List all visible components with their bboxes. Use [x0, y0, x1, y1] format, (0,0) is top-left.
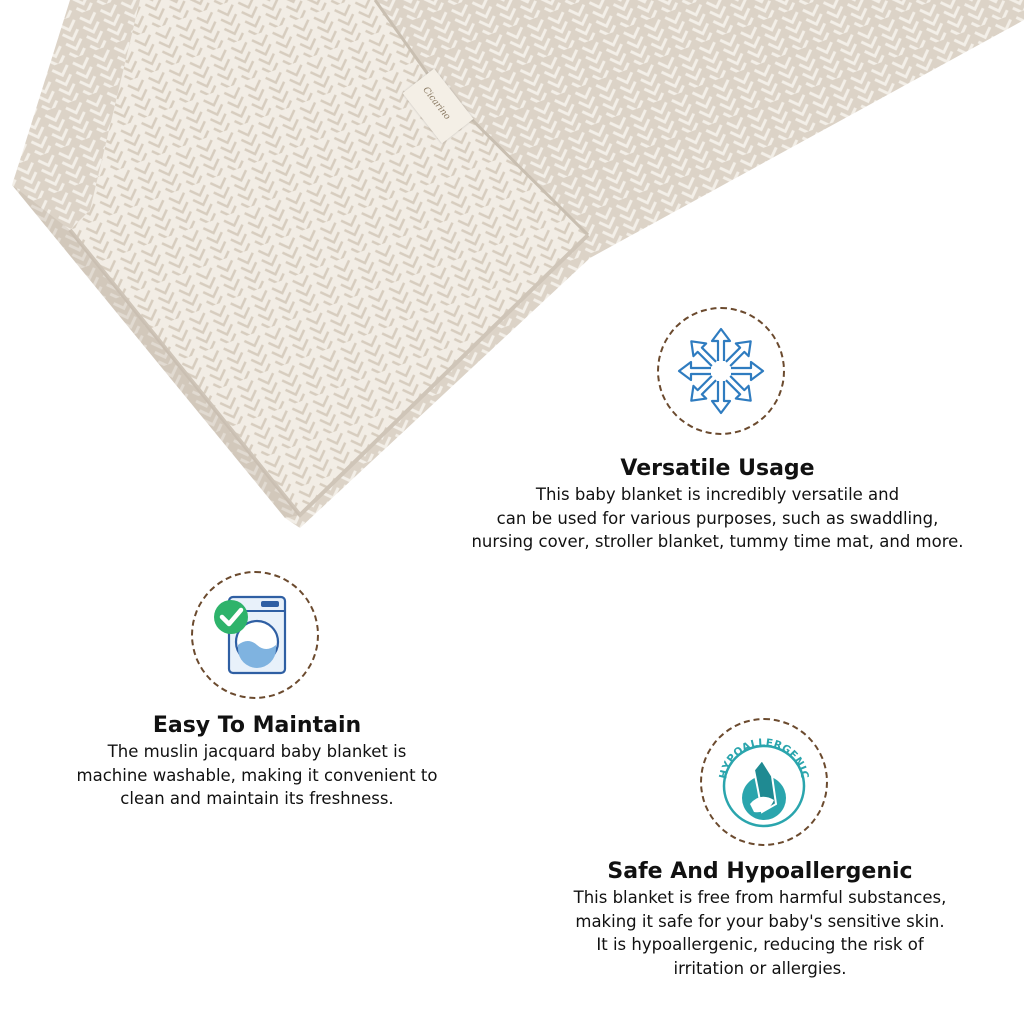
badge-text: HYPOALLERGENIC — [717, 736, 811, 781]
feature-title: Safe And Hypoallergenic — [607, 859, 913, 884]
feature-description: The muslin jacquard baby blanket is machine washable, making it convenient to clean and maintain its freshness. — [76, 742, 438, 808]
versatile-icon-circle — [657, 307, 785, 435]
feature-title: Easy To Maintain — [152, 713, 362, 738]
hypoallergenic-icon-circle — [700, 718, 828, 846]
maintain-icon-circle — [191, 571, 319, 699]
feature-description: This blanket is free from harmful substances, making it safe for your baby's sensitive skin. It is hypoallergenic, reducing the risk of irritation or allergies. — [573, 888, 947, 978]
feature-title: Versatile Usage — [620, 456, 815, 481]
feature-description: This baby blanket is incredibly versatile and can be used for various purposes, such as swaddling, nursing cover, stroller blanket, tummy time mat, and more. — [471, 485, 964, 551]
hypoallergenic-badge-icon — [702, 720, 826, 844]
blanket-label-text: Cicarino — [420, 85, 452, 122]
feature-hypoallergenic — [470, 858, 1024, 980]
expand-arrows-icon — [659, 309, 783, 433]
feature-versatile — [400, 455, 1024, 554]
washing-machine-check-icon — [193, 573, 317, 697]
feature-maintain — [20, 712, 494, 811]
